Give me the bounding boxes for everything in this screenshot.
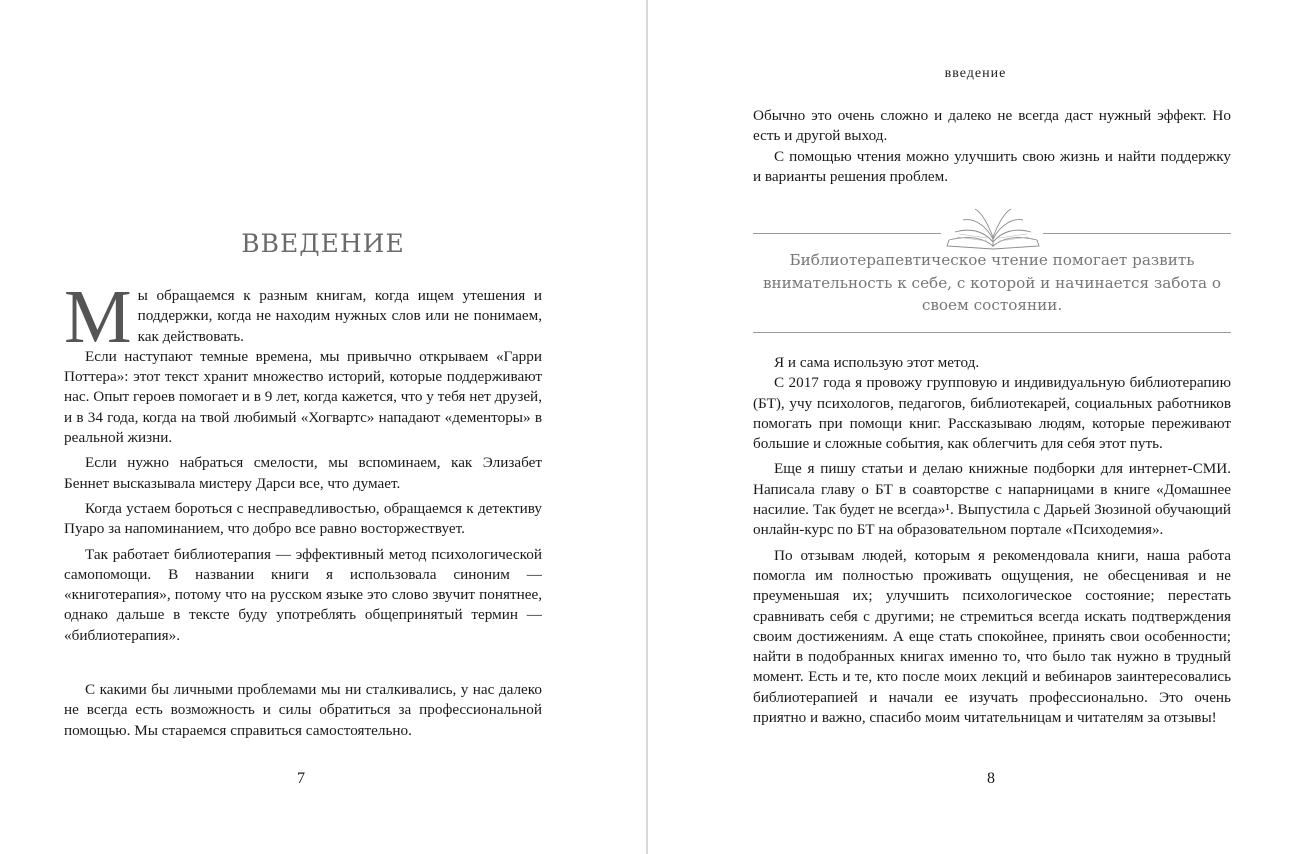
paragraph: С помощью чтения можно улучшить свою жизнь и найти поддержку и варианты решения проблем. <box>753 147 1231 185</box>
paragraph: Еще я пишу статьи и делаю книжные подборки для интернет-СМИ. Написала главу о БТ в соавторстве с напарницами в книге «Домашнее насилие. Так будет не всегда»¹. Выпустила с Дарьей Зюзиной обучающий онлайн-курс по БТ на образовательном портале «Психодемия». <box>753 460 1231 539</box>
running-header: введение <box>944 66 1007 81</box>
paragraph-text: ы обращаемся к разным книгам, когда ищем утешения и поддержки, когда не находим нужных слов или не понимаем, как действовать. <box>137 287 542 345</box>
paragraph: Я и сама использую этот метод. <box>774 354 980 371</box>
open-book-icon <box>943 206 1043 250</box>
paragraph: С какими бы личными проблемами мы ни сталкивались, у нас далеко не всегда есть возможность и силы обратиться за профессиональной помощью. Мы стараемся справиться самостоятельно. <box>64 681 542 739</box>
right-body-text <box>753 353 1231 728</box>
paragraph: Так работает библиотерапия — эффективный метод психологической самопомощи. В названии книги я использовала синоним — «книготерапия», потому что на русском языке это слово звучит понятнее, однако дальше в тексте буду употреблять общепринятый термин — «библиотерапия». <box>64 545 542 644</box>
callout-rule-left <box>753 233 941 234</box>
first-paragraph <box>64 275 542 359</box>
paragraph: Обычно это очень сложно и далеко не всегда даст нужный эффект. Но есть и другой выход. <box>753 107 1231 145</box>
right-page <box>648 0 1303 854</box>
chapter-title: ВВЕДЕНИЕ <box>241 228 405 258</box>
paragraph: С 2017 года я провожу групповую и индивидуальную библиотерапию (БТ), учу психологов, педагогов, библиотекарей, социальных работников помогать при помощи книг. Рассказываю людям, которые переживают большие и сложные события, как облегчить для себя этот путь. <box>753 374 1231 453</box>
left-body-text <box>64 275 542 741</box>
callout-rule-right <box>1043 233 1231 234</box>
page-number-right: 8 <box>987 770 995 787</box>
right-top-text <box>753 106 1231 187</box>
drop-cap: М <box>64 275 132 359</box>
paragraph: По отзывам людей, которым я рекомендовала книги, наша работа помогла им полностью проживать ощущения, не обесценивая и не преуменьшая их; улучшить психологическое состояние; перестать сравнивать себя с другими; не стремиться всегда искать подтверждения своим достижениям. А еще стать спокойнее, принять свои особенности; найти в подобранных книгах именно то, что было так нужно в трудный момент. Есть и те, кто после моих лекций и вебинаров заинтересовались библиотерапией и начали ее изучать профессионально. Это очень приятно и важно, спасибо моим читательницам и читателям за отзывы! <box>753 546 1231 727</box>
paragraph: Если наступают темные времена, мы привычно открываем «Гарри Поттера»: этот текст хранит множество историй, которые поддерживают нас. Опыт героев помогает и в 9 лет, когда кажется, что у тебя нет друзей, и в 34 года, когда на твой любимый «Хогвартс» нападают «дементоры» в реальной жизни. <box>64 347 542 447</box>
callout-quote: Библиотерапевтическое чтение помогает развить внимательность к себе, с которой и начинается забота о своем состоянии. <box>763 251 1221 314</box>
page-number-left: 7 <box>297 770 305 787</box>
left-page <box>0 0 646 854</box>
paragraph: Если нужно набраться смелости, мы вспоминаем, как Элизабет Беннет высказывала мистеру Дарси все, что думает. <box>64 454 542 492</box>
paragraph: Когда устаем бороться с несправедливостью, обращаемся к детективу Пуаро за напоминанием, что добро все равно восторжествует. <box>64 499 542 538</box>
callout-rule-bottom <box>753 332 1231 333</box>
